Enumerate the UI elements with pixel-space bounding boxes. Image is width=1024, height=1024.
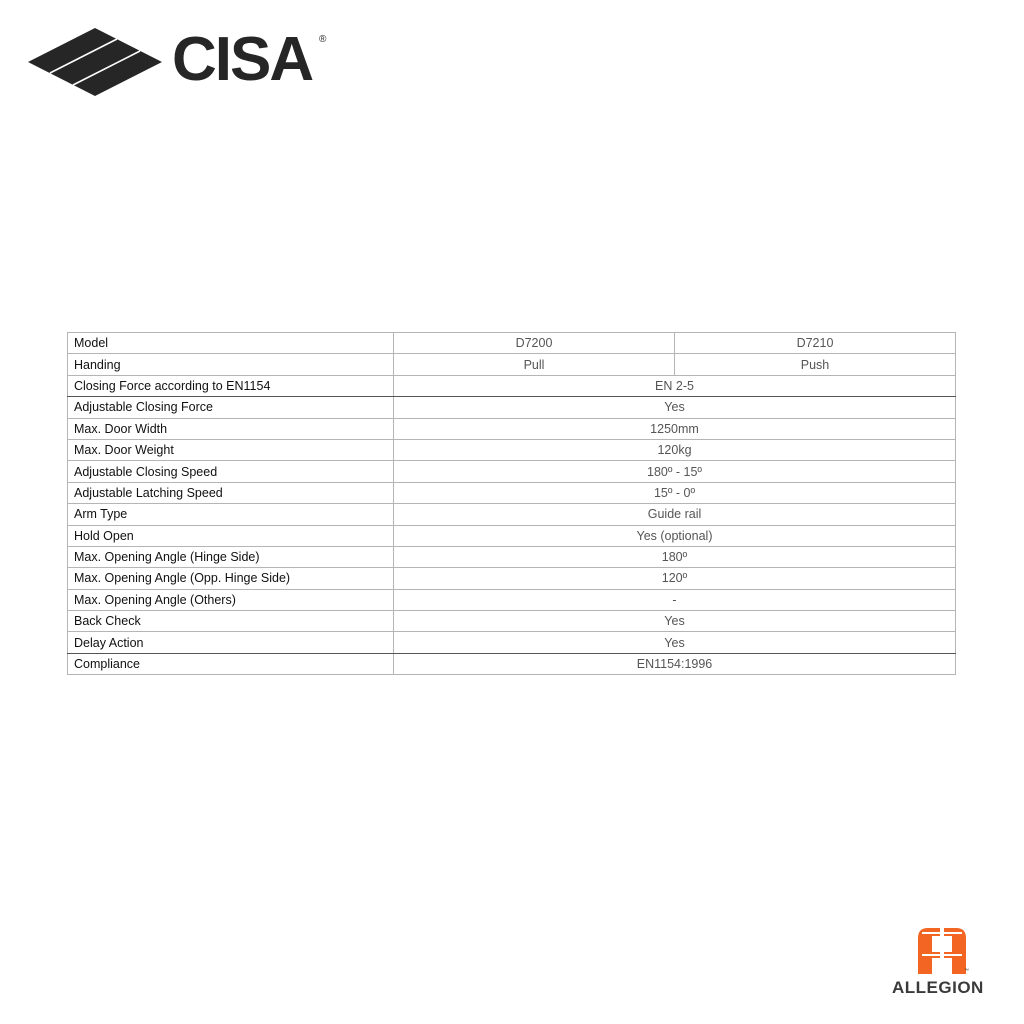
row-value: Yes: [394, 632, 956, 653]
allegion-logo: [890, 928, 1000, 998]
table-row: [68, 568, 956, 589]
row-label: Adjustable Closing Force: [68, 397, 394, 418]
table-row: [68, 525, 956, 546]
row-label: Arm Type: [68, 504, 394, 525]
table-row: [68, 653, 956, 674]
row-value: Guide rail: [394, 504, 956, 525]
row-value: Yes: [394, 611, 956, 632]
row-value: -: [394, 589, 956, 610]
row-label: Max. Opening Angle (Opp. Hinge Side): [68, 568, 394, 589]
row-value: EN 2-5: [394, 375, 956, 396]
spec-table: [67, 332, 956, 675]
cisa-logo: [28, 25, 338, 98]
row-value: EN1154:1996: [394, 653, 956, 674]
row-value: Yes (optional): [394, 525, 956, 546]
row-label: Max. Opening Angle (Others): [68, 589, 394, 610]
registered-mark: ®: [319, 34, 327, 45]
handing-pull: Pull: [394, 354, 675, 375]
table-row: [68, 546, 956, 567]
row-value: 180º - 15º: [394, 461, 956, 482]
row-label: Max. Door Weight: [68, 439, 394, 460]
row-label: Max. Opening Angle (Hinge Side): [68, 546, 394, 567]
table-row-model: [68, 333, 956, 354]
table-row: [68, 439, 956, 460]
table-row: [68, 397, 956, 418]
handing-push: Push: [675, 354, 956, 375]
row-label: Adjustable Closing Speed: [68, 461, 394, 482]
table-row: [68, 611, 956, 632]
table-row: [68, 418, 956, 439]
row-label: Max. Door Width: [68, 418, 394, 439]
table-row: [68, 504, 956, 525]
row-label: Delay Action: [68, 632, 394, 653]
trademark-mark: ™: [964, 968, 969, 974]
model-d7200: D7200: [394, 333, 675, 354]
row-value: 120º: [394, 568, 956, 589]
row-label: Closing Force according to EN1154: [68, 375, 394, 396]
table-row: [68, 589, 956, 610]
allegion-wordmark: ALLEGION: [892, 978, 984, 997]
cisa-wordmark: CISA: [172, 25, 313, 94]
row-label: Back Check: [68, 611, 394, 632]
row-value: 180º: [394, 546, 956, 567]
allegion-mark-icon: [918, 928, 966, 974]
model-d7210: D7210: [675, 333, 956, 354]
row-label: Handing: [68, 354, 394, 375]
table-row: [68, 375, 956, 396]
table-row-handing: [68, 354, 956, 375]
row-label: Compliance: [68, 653, 394, 674]
cisa-diamond-icon: [28, 28, 162, 96]
row-value: 15º - 0º: [394, 482, 956, 503]
table-row: [68, 482, 956, 503]
row-label: Adjustable Latching Speed: [68, 482, 394, 503]
row-value: 1250mm: [394, 418, 956, 439]
table-row: [68, 632, 956, 653]
row-label: Model: [68, 333, 394, 354]
row-value: Yes: [394, 397, 956, 418]
row-value: 120kg: [394, 439, 956, 460]
table-row: [68, 461, 956, 482]
row-label: Hold Open: [68, 525, 394, 546]
